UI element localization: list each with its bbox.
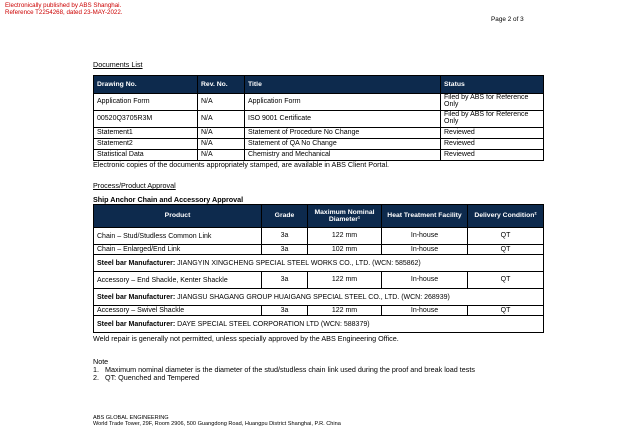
manufacturer-row xyxy=(94,289,544,306)
cell: 00520Q3705R3M xyxy=(94,111,198,128)
cell: QT xyxy=(468,306,544,316)
cell: Accessory – Swivel Shackle xyxy=(94,306,262,316)
footer-address: World Trade Tower, 29F, Room 2906, 500 Guangdong Road, Huangpu District Shanghai, P.R. China xyxy=(93,421,341,428)
cell: N/A xyxy=(198,150,245,161)
cell: Filed by ABS for Reference Only xyxy=(441,94,544,111)
cell: In-house xyxy=(382,272,468,289)
cell: 3a xyxy=(262,272,308,289)
cell: QT xyxy=(468,228,544,245)
table-row xyxy=(94,128,544,139)
cell: Application Form xyxy=(245,94,441,111)
col-drawing-no: Drawing No. xyxy=(94,76,198,94)
manufacturer-name: JIANGYIN XINGCHENG SPECIAL STEEL WORKS CO., LTD. (WCN: 585862) xyxy=(177,259,421,267)
cell: In-house xyxy=(382,306,468,316)
cell: ISO 9001 Certificate xyxy=(245,111,441,128)
table-row xyxy=(94,94,544,111)
publication-watermark xyxy=(5,2,123,17)
cell: 3a xyxy=(262,228,308,245)
cell: Chain – Enlarged/End Link xyxy=(94,245,262,255)
notes-title: Note xyxy=(93,357,109,366)
cell: In-house xyxy=(382,245,468,255)
cell: N/A xyxy=(198,94,245,111)
table-row xyxy=(94,306,544,316)
cell: Reviewed xyxy=(441,150,544,161)
col-grade: Grade xyxy=(262,205,308,228)
cell: Statement of Procedure No Change xyxy=(245,128,441,139)
col-status: Status xyxy=(441,76,544,94)
documents-header-row xyxy=(94,76,544,94)
manufacturer-cell xyxy=(94,255,544,272)
col-product: Product xyxy=(94,205,262,228)
cell: Statement2 xyxy=(94,139,198,150)
cell: Statement of QA No Change xyxy=(245,139,441,150)
manufacturer-cell xyxy=(94,289,544,306)
watermark-line-2: Reference T2254268, dated 23-MAY-2022. xyxy=(5,9,123,17)
page-number: Page 2 of 3 xyxy=(491,16,524,23)
notes-section xyxy=(93,358,545,382)
cell: Application Form xyxy=(94,94,198,111)
process-heading: Process/Product Approval xyxy=(93,181,176,190)
col-rev-no: Rev. No. xyxy=(198,76,245,94)
table-row xyxy=(94,139,544,150)
cell: N/A xyxy=(198,139,245,150)
table-row xyxy=(94,228,544,245)
note-number: 1. xyxy=(93,365,99,374)
footer-org: ABS GLOBAL ENGINEERING xyxy=(93,415,169,421)
cell: N/A xyxy=(198,128,245,139)
col-title: Title xyxy=(245,76,441,94)
table-row xyxy=(94,272,544,289)
note-item xyxy=(93,374,545,382)
manufacturer-label: Steel bar Manufacturer: xyxy=(97,259,176,267)
cell: Reviewed xyxy=(441,128,544,139)
page-footer xyxy=(93,415,341,427)
weld-repair-note: Weld repair is generally not permitted, unless specially approved by the ABS Engineering Office. xyxy=(93,334,399,343)
note-text: Maximum nominal diameter is the diameter of the stud/studless chain link used during the proof and break load tests xyxy=(105,365,475,374)
manufacturer-label: Steel bar Manufacturer: xyxy=(97,293,176,301)
cell: Reviewed xyxy=(441,139,544,150)
manufacturer-label: Steel bar Manufacturer: xyxy=(97,320,176,328)
approval-subheading: Ship Anchor Chain and Accessory Approval xyxy=(93,195,244,204)
manufacturer-name: DAYE SPECIAL STEEL CORPORATION LTD (WCN: 588379) xyxy=(177,320,370,328)
cell: 3a xyxy=(262,306,308,316)
cell: In-house xyxy=(382,228,468,245)
table-row xyxy=(94,150,544,161)
cell: 102 mm xyxy=(308,245,382,255)
cell: QT xyxy=(468,245,544,255)
note-number: 2. xyxy=(93,373,99,382)
approval-header-row xyxy=(94,205,544,228)
cell: Statistical Data xyxy=(94,150,198,161)
documents-heading: Documents List xyxy=(93,60,143,69)
cell: Statement1 xyxy=(94,128,198,139)
watermark-line-1: Electronically published by ABS Shanghai. xyxy=(5,2,122,9)
cell: 3a xyxy=(262,245,308,255)
cell: Accessory – End Shackle, Kenter Shackle xyxy=(94,272,262,289)
note-text: QT: Quenched and Tempered xyxy=(105,373,200,382)
cell: 122 mm xyxy=(308,306,382,316)
manufacturer-row xyxy=(94,316,544,333)
cell: Chain – Stud/Studless Common Link xyxy=(94,228,262,245)
col-delivery-condition: Delivery Condition² xyxy=(468,205,544,228)
cell: Filed by ABS for Reference Only xyxy=(441,111,544,128)
manufacturer-row xyxy=(94,255,544,272)
col-max-diameter: Maximum Nominal Diameter¹ xyxy=(308,205,382,228)
documents-table xyxy=(93,75,544,161)
cell: N/A xyxy=(198,111,245,128)
documents-note: Electronic copies of the documents appropriately stamped, are available in ABS Client Portal. xyxy=(93,160,390,169)
approval-table xyxy=(93,204,544,333)
table-row xyxy=(94,111,544,128)
cell: Chemistry and Mechanical xyxy=(245,150,441,161)
col-heat-treatment: Heat Treatment Facility xyxy=(382,205,468,228)
cell: 122 mm xyxy=(308,228,382,245)
manufacturer-name: JIANGSU SHAGANG GROUP HUAIGANG SPECIAL STEEL CO., LTD. (WCN: 268939) xyxy=(177,293,450,301)
cell: QT xyxy=(468,272,544,289)
table-row xyxy=(94,245,544,255)
manufacturer-cell xyxy=(94,316,544,333)
cell: 122 mm xyxy=(308,272,382,289)
